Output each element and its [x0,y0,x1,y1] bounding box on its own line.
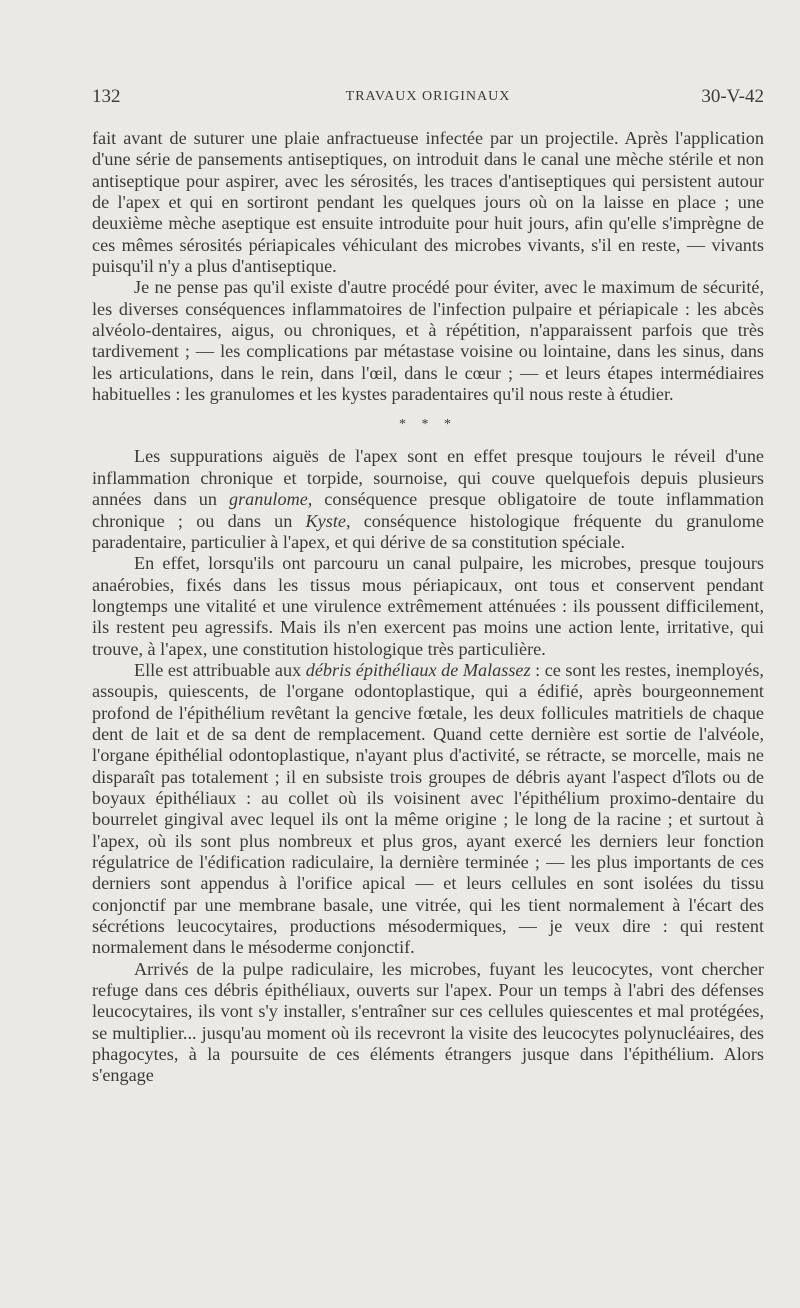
paragraph-continuation: fait avant de suturer une plaie anfractueuse infectée par un projectile. Après l'application d'une série de pansements antiseptiques, on introduit dans le canal une mèche stérile et non antiseptique pour aspirer, avec les sérosités, les traces d'antiseptiques qui persistent autour de l'apex et qui en sortiront pendant les quelques jours où on la laisse en place ; une deuxième mèche aseptique est ensuite introduite pour huit jours, afin qu'elle s'imprègne de ces mêmes sérosités périapicales véhiculant des microbes vivants, s'il en reste, — vivants puisqu'il n'y a plus d'antiseptique. [92,128,764,277]
body-text [92,128,764,1087]
paragraph: Les suppurations aiguës de l'apex sont en effet presque toujours le réveil d'une inflammation chronique et torpide, sournoise, qui couve quelquefois depuis plusieurs années dans un granulome, conséquence presque obligatoire de toute inflammation chronique ; ou dans un Kyste, conséquence histologique fréquente du granulome paradentaire, particulier à l'apex, et qui dérive de sa constitution spéciale. [92,446,765,552]
paragraph: Elle est attribuable aux débris épithéliaux de Malassez : ce sont les restes, inemployés, assoupis, quiescents, de l'organe odontoplastique, qui a édifié, après bourgeonnement profond de l'épithélium revêtant la gencive fœtale, les deux follicules matritiels de chaque dent de lait et de sa dent de remplacement. Quand cette dernière est sortie de l'alvéole, l'organe épithélial odontoplastique, n'ayant plus d'activité, se rétracte, se morcelle, mais ne disparaît pas totalement ; il en subsiste trois groupes de débris ayant l'aspect d'îlots ou de boyaux épithéliaux : au collet où ils voisinent avec l'épithélium proximo-dentaire du bourrelet gingival avec lequel ils ont la même origine ; le long de la racine ; et surtout à l'apex, où ils sont plus nombreux et plus gros, ayant exercé les derniers leur fonction régulatrice de l'édification radiculaire, la dernière terminée ; — les plus importants de ces derniers sont appendus à l'orifice apical — et leurs cellules en sont isolées du tissu conjonctif par une membrane basale, une vitrée, qui les tient normalement à l'écart des sécrétions leucocytaires, productions mésodermiques, — je veux dire : qui restent normalement dans le mésoderme conjonctif. [92,659,764,958]
page-number: 132 [92,86,121,107]
paragraph: Je ne pense pas qu'il existe d'autre procédé pour éviter, avec le maximum de sécurité, les diverses conséquences inflammatoires de l'infection pulpaire et périapicale : les abcès alvéolo-dentaires, aigus, ou chroniques, et à répétition, n'apparaissent parfois que très tardivement ; — les complications par métastase voisine ou lointaine, dans les sinus, dans les articulations, dans le rein, dans l'œil, dans le cœur ; — et leurs étapes intermédiaires habituelles : les granulomes et les kystes paradentaires qu'il nous reste à étudier. [92,277,764,405]
paragraph: En effet, lorsqu'ils ont parcouru un canal pulpaire, les microbes, presque toujours anaérobies, fixés dans les tissus mous périapicaux, ont tous et conservent pendant longtemps une vitalité et une virulence extrêmement atténuées : ils poussent difficilement, ils restent peu agressifs. Mais ils n'en exercent pas moins une action lente, irritative, qui trouve, à l'apex, une constitution histologique très particulière. [92,553,764,659]
issue-date: 30-V-42 [701,86,764,107]
running-title: TRAVAUX ORIGINAUX [345,89,511,104]
running-header [92,86,764,110]
section-separator-asterism: * * * [399,417,457,433]
paragraph: Arrivés de la pulpe radiculaire, les microbes, fuyant les leucocytes, vont chercher refuge dans ces débris épithéliaux, ouverts sur l'apex. Pour un temps à l'abri des défenses leucocytaires, ils vont s'y installer, s'entraîner sur ces cellules quiescentes et mal protégées, se multiplier... jusqu'au moment où ils recevront la visite des leucocytes polynucléaires, des phagocytes, à la poursuite de ces éléments étrangers jusque dans l'épithélium. Alors s'engage [92,958,764,1086]
